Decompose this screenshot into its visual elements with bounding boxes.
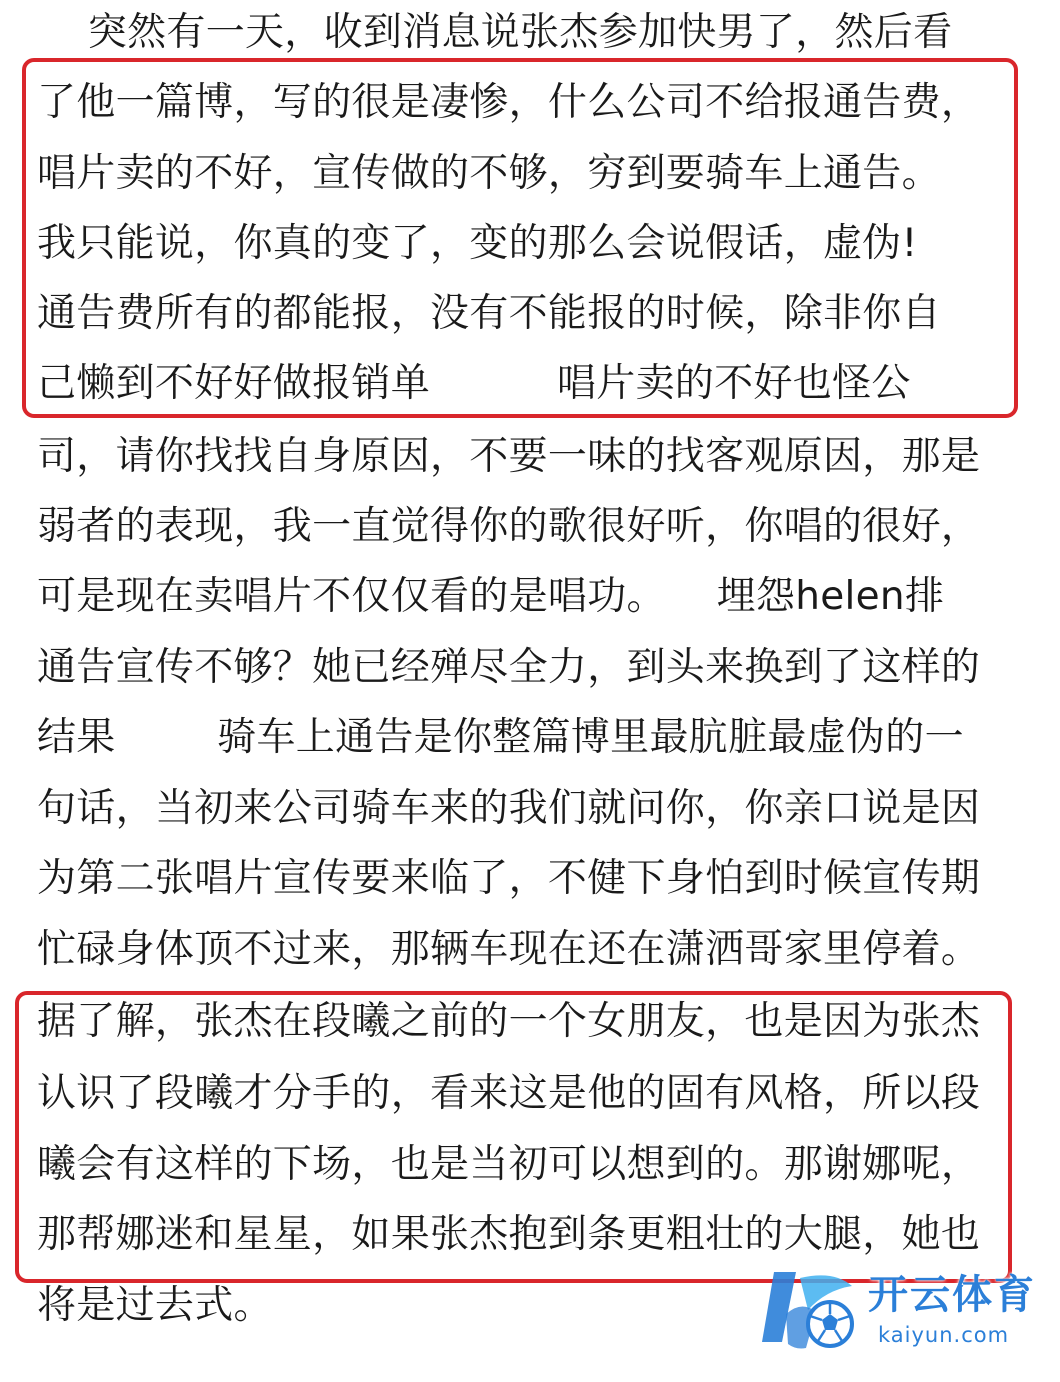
text-line: 据了解，张杰在段曦之前的一个女朋友，也是因为张杰 [37, 999, 981, 1044]
highlight-box [15, 991, 1012, 1283]
text-line: 句话，当初来公司骑车来的我们就问你，你亲口说是因 [37, 786, 981, 831]
text-line: 为第二张唱片宣传要来临了，不健下身怕到时候宣传期 [37, 856, 981, 901]
text-line: 那帮娜迷和星星，如果张杰抱到条更粗壮的大腿，她也 [37, 1212, 981, 1257]
text-line: 通告宣传不够？她已经殚尽全力，到头来换到了这样的 [37, 645, 981, 690]
text-line: 弱者的表现，我一直觉得你的歌很好听，你唱的很好， [37, 504, 981, 549]
k-ball-logo-icon [756, 1264, 866, 1360]
text-line: 将是过去式。 [37, 1283, 273, 1328]
text-line: 突然有一天，收到消息说张杰参加快男了，然后看 [37, 10, 953, 55]
text-line: 结果 骑车上通告是你整篇博里最肮脏最虚伪的一 [37, 715, 964, 760]
text-line: 唱片卖的不好，宣传做的不够，穷到要骑车上通告。 [37, 151, 941, 196]
text-line: 可是现在卖唱片不仅仅看的是唱功。 埋怨helen排 [37, 574, 945, 619]
text-line: 认识了段曦才分手的，看来这是他的固有风格，所以段 [37, 1071, 981, 1116]
text-line: 曦会有这样的下场，也是当初可以想到的。那谢娜呢， [37, 1142, 981, 1187]
text-line: 我只能说，你真的变了，变的那么会说假话，虚伪! [37, 221, 918, 266]
text-line: 己懒到不好好做报销单 唱片卖的不好也怪公 [37, 361, 911, 406]
text-line: 通告费所有的都能报，没有不能报的时候，除非你自 [37, 291, 941, 336]
text-line: 忙碌身体顶不过来，那辆车现在还在潇洒哥家里停着。 [37, 927, 981, 972]
highlight-box [22, 58, 1018, 418]
text-line: 司，请你找找自身原因，不要一味的找客观原因，那是 [37, 434, 981, 479]
text-line: 了他一篇博，写的很是凄惨，什么公司不给报通告费， [37, 80, 981, 125]
watermark [756, 1264, 1042, 1360]
watermark-brand-name: 开云体育 [868, 1272, 1036, 1318]
watermark-domain: kaiyun.com [878, 1323, 1010, 1347]
